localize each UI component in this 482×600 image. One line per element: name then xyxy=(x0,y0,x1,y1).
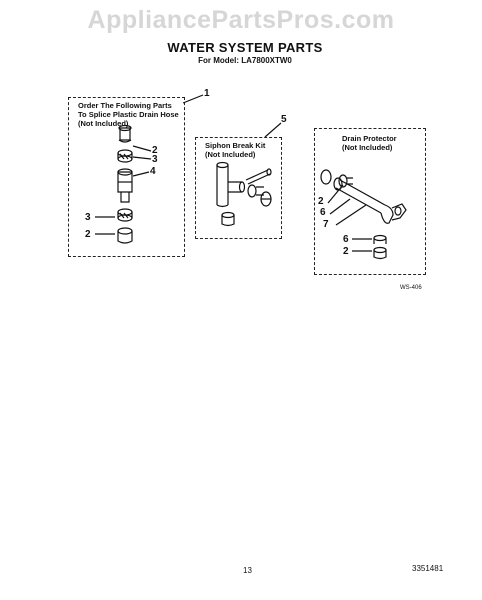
callout-2-upper: 2 xyxy=(152,145,158,156)
clamp-part xyxy=(118,150,132,162)
callout-6-drain-lower: 6 xyxy=(343,234,349,245)
drawing-code: WS-406 xyxy=(400,285,422,291)
page-number: 13 xyxy=(243,566,252,575)
callout-1: 1 xyxy=(204,88,210,99)
drain-protector-label: Drain Protector (Not Included) xyxy=(342,134,397,152)
callout-6-drain-upper: 6 xyxy=(320,207,326,218)
coupling-part xyxy=(118,169,132,202)
end-cap-part xyxy=(118,228,132,243)
callout-2-drain-lower: 2 xyxy=(343,246,349,257)
callout-4: 4 xyxy=(150,166,156,177)
model-subtitle: For Model: LA7800XTW0 xyxy=(198,56,292,65)
callout-3-lower: 3 xyxy=(85,212,91,223)
clamp-part-lower xyxy=(118,209,132,221)
callout-2-drain-upper: 2 xyxy=(318,196,324,207)
siphon-clamp-part xyxy=(248,185,271,206)
page-title: WATER SYSTEM PARTS xyxy=(167,40,323,55)
drain-cap-part xyxy=(374,236,386,259)
watermark: AppliancePartsPros.com xyxy=(87,6,395,34)
siphon-tee-part xyxy=(217,163,245,207)
siphon-break-kit-label: Siphon Break Kit (Not Included) xyxy=(205,141,266,159)
callout-2-lower: 2 xyxy=(85,229,91,240)
splice-parts-label: Order The Following Parts To Splice Plastic Drain Hose (Not Included) xyxy=(78,101,179,128)
callout-3-upper: 3 xyxy=(152,154,158,165)
hose-connector-part xyxy=(119,126,131,143)
callout-7: 7 xyxy=(323,219,329,230)
siphon-cap-part xyxy=(222,213,234,226)
drain-protector-body xyxy=(334,178,406,223)
part-number: 3351481 xyxy=(412,564,444,573)
siphon-tube-part xyxy=(246,169,271,184)
callout-5: 5 xyxy=(281,114,287,125)
